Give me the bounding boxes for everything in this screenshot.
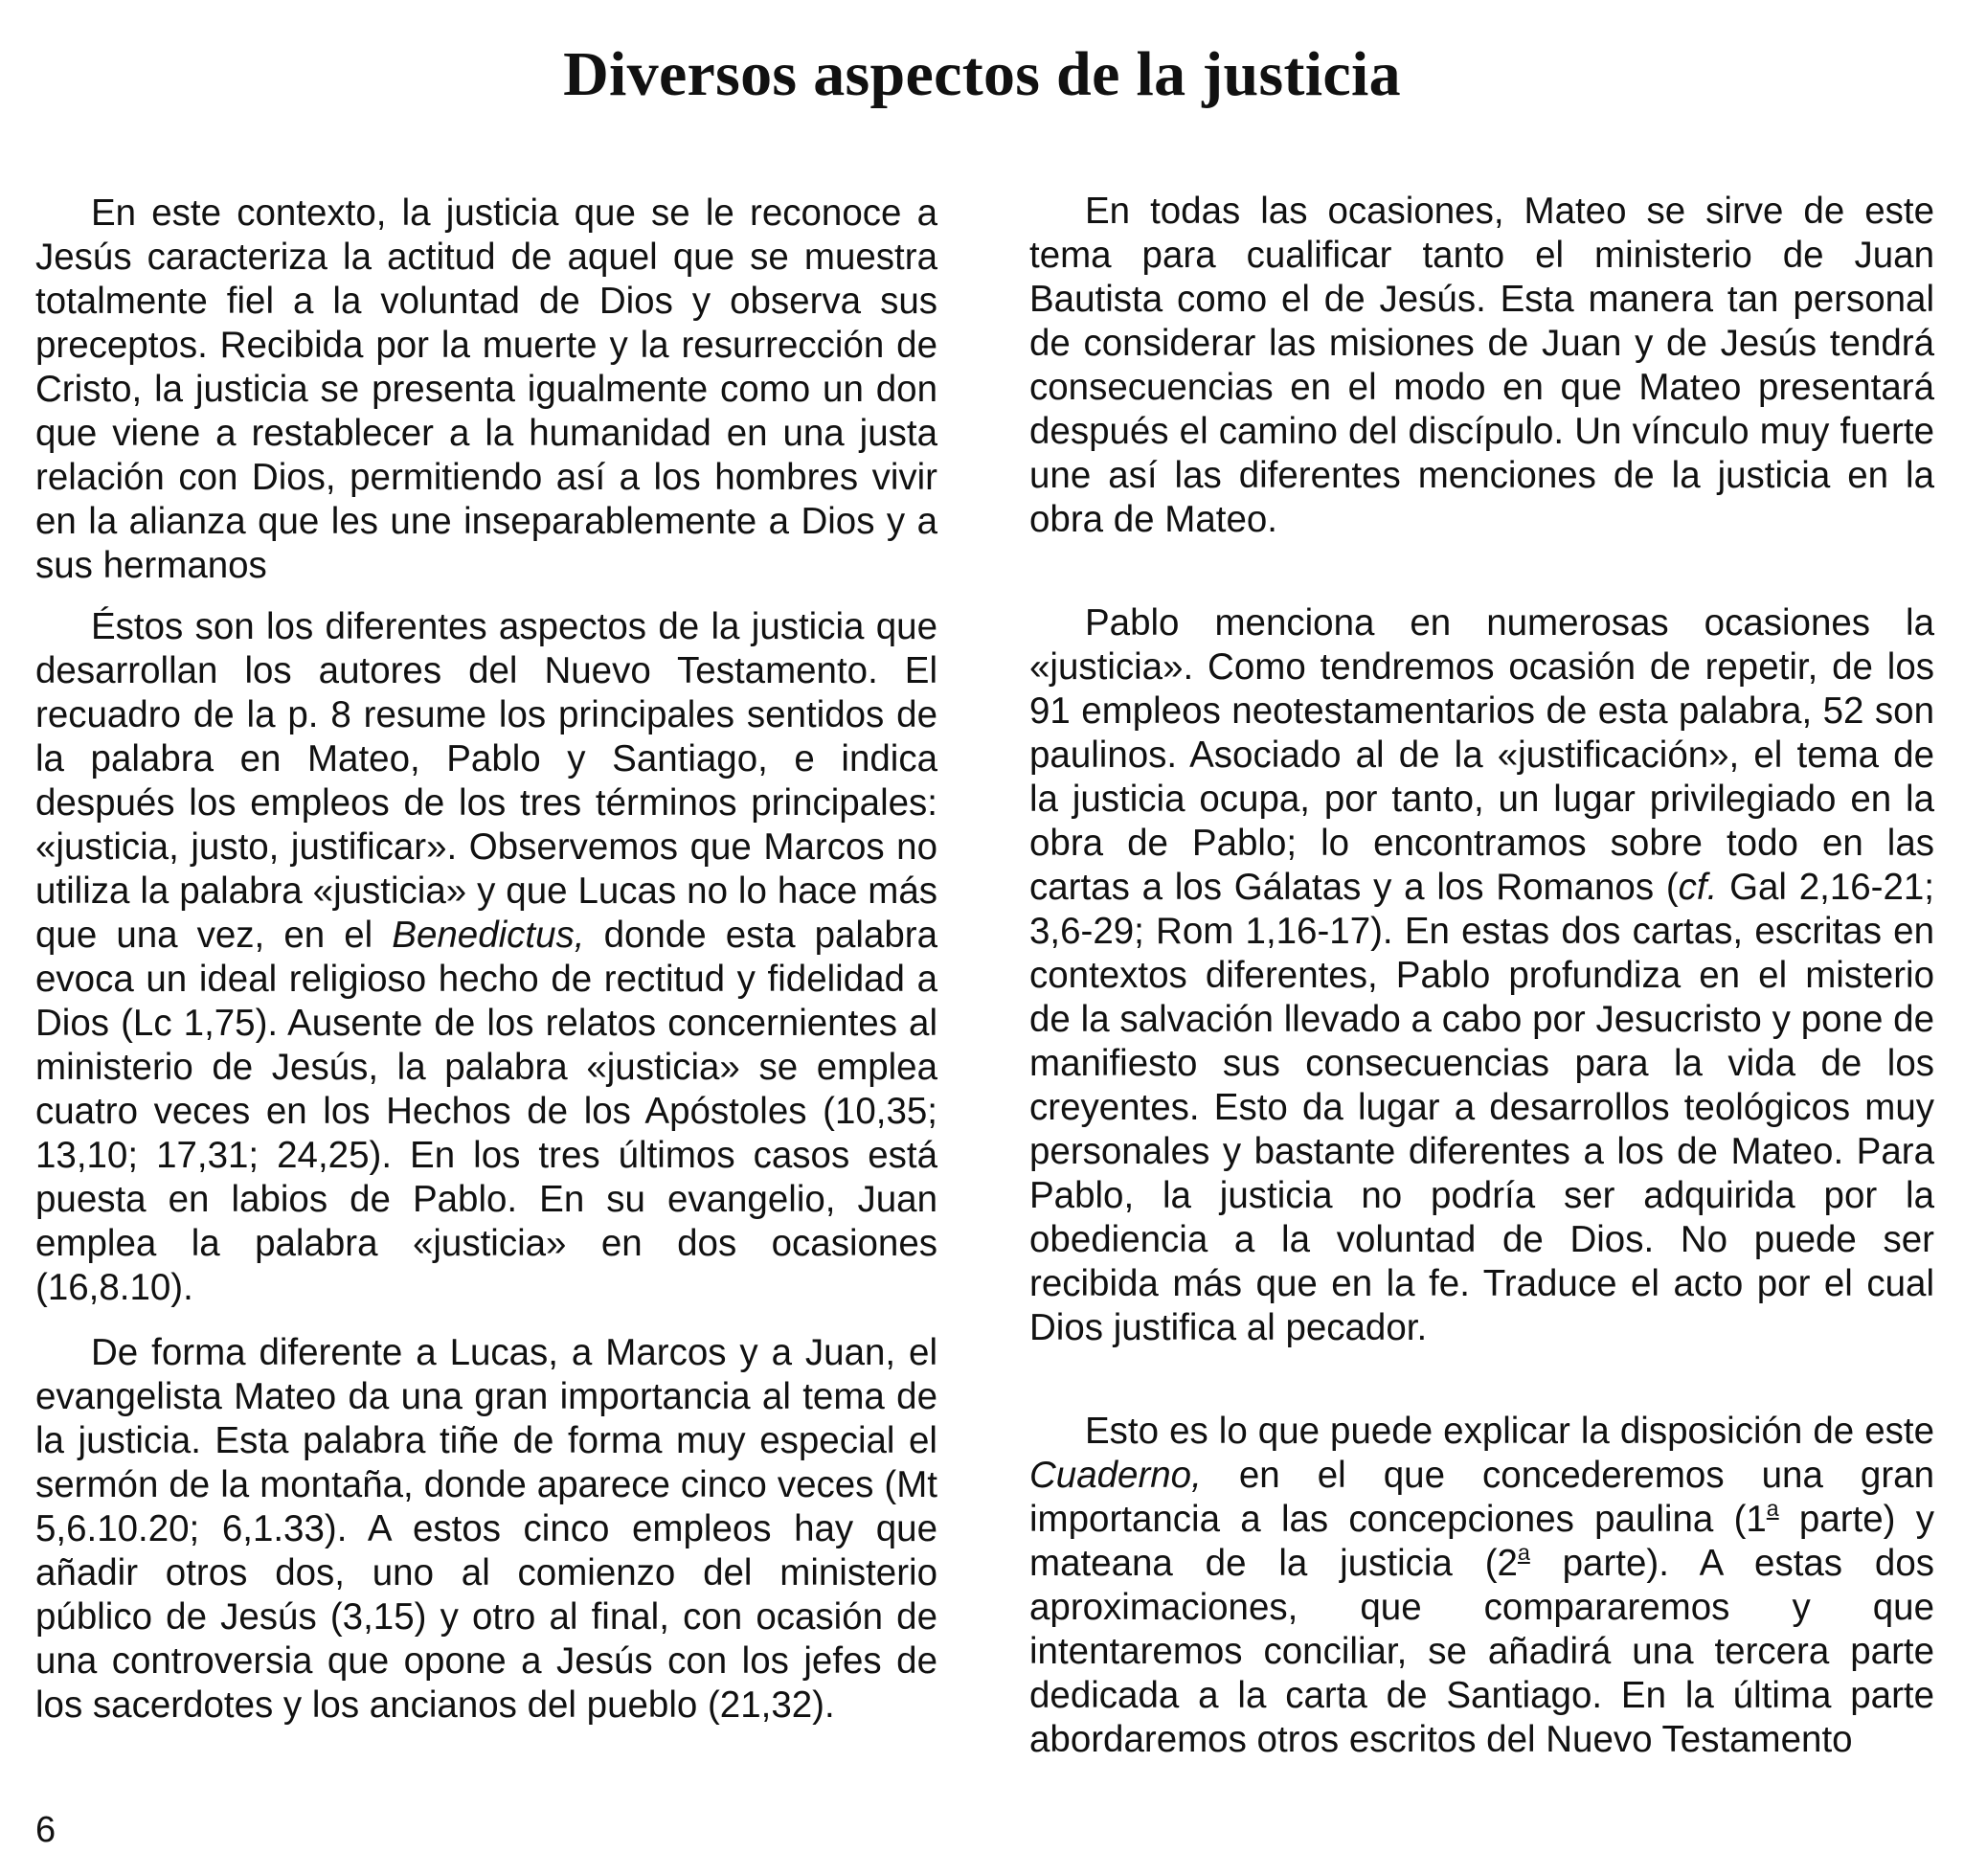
text-run: donde esta palabra evoca un ideal religioso hecho de rectitud y fidelidad a Dios (Lc 1,75). Ausente de los relatos concernientes al ministerio de Jesús, la palabra «justicia» se emplea cuatro veces en los Hechos de los Apóstoles (10,35; 13,10; 17,31; 24,25). En los tres últimos casos está puesta en labios de Pablo. En su evangelio, Juan emplea la palabra «justicia» en dos ocasiones (16,8.10). bbox=[35, 915, 937, 1308]
left-paragraph-2 bbox=[35, 605, 937, 1310]
right-paragraph-2 bbox=[1029, 601, 1934, 1350]
ordinal-indicator: a bbox=[1517, 1539, 1530, 1565]
right-paragraph-1: En todas las ocasiones, Mateo se sirve de este tema para cualificar tanto el ministerio de Juan Bautista como el de Jesús. Esta manera tan personal de considerar las misiones de Juan y de Jesús tendrá consecuencias en el modo en que Mateo presentará después el camino del discípulo. Un vínculo muy fuerte une así las diferentes menciones de la justicia en la obra de Mateo. bbox=[1029, 191, 1934, 540]
text-run: Esto es lo que puede explicar la disposición de este bbox=[1085, 1411, 1934, 1452]
italic-cuaderno: Cuaderno, bbox=[1029, 1455, 1202, 1496]
left-column bbox=[35, 192, 937, 1728]
ordinal-indicator: a bbox=[1766, 1495, 1779, 1521]
left-paragraph-1: En este contexto, la justicia que se le reconoce a Jesús caracteriza la actitud de aquel que se muestra totalmente fiel a la voluntad de Dios y observa sus preceptos. Recibida por la muerte y la resurrección de Cristo, la justicia se presenta igualmente como un don que viene a restablecer a la humanidad en una justa relación con Dios, permitiendo así a los hombres vivir en la alianza que les une inseparablemente a Dios y a sus hermanos bbox=[35, 192, 937, 586]
right-column bbox=[1029, 190, 1934, 1762]
text-run: Pablo menciona en numerosas ocasiones la «justicia». Como tendremos ocasión de repetir, de los 91 empleos neotestamentarios de esta palabra, 52 son paulinos. Asociado al de la «justificación», el tema de la justicia ocupa, por tanto, un lugar privilegiado en la obra de Pablo; lo encontramos sobre todo en las cartas a los Gálatas y a los Romanos ( bbox=[1029, 602, 1934, 908]
page-number: 6 bbox=[35, 1810, 56, 1850]
right-paragraph-3 bbox=[1029, 1410, 1934, 1762]
text-run: Éstos son los diferentes aspectos de la justicia que desarrollan los autores del Nuevo Testamento. El recuadro de la p. 8 resume los principales sentidos de la palabra en Mateo, Pablo y Santiago, e indica después los empleos de los tres términos principales: «justicia, justo, justificar». Observemos que Marcos no utiliza la palabra «justicia» y que Lucas no lo hace más que una vez, en el bbox=[35, 606, 937, 956]
italic-benedictus: Benedictus, bbox=[392, 915, 585, 956]
italic-cf: cf. bbox=[1678, 867, 1718, 908]
text-run: parte) y mateana de la justicia (2 bbox=[1029, 1499, 1934, 1584]
text-run: parte). A estas dos aproximaciones, que compararemos y que intentaremos conciliar, se añadirá una tercera parte dedicada a la carta de Santiago. En la última parte abordaremos otros escritos del Nuevo Testamento bbox=[1029, 1543, 1934, 1760]
text-run: en el que concederemos una gran importancia a las concepciones paulina (1 bbox=[1029, 1455, 1934, 1540]
left-paragraph-3: De forma diferente a Lucas, a Marcos y a Juan, el evangelista Mateo da una gran importancia al tema de la justicia. Esta palabra tiñe de forma muy especial el sermón de la montaña, donde aparece cinco veces (Mt 5,6.10.20; 6,1.33). A estos cinco empleos hay que añadir otros dos, uno al comienzo del ministerio público de Jesús (3,15) y otro al final, con ocasión de una controversia que opone a Jesús con los jefes de los sacerdotes y los ancianos del pueblo (21,32). bbox=[35, 1332, 937, 1726]
page-title: Diversos aspectos de la justicia bbox=[563, 39, 1401, 109]
text-run: Gal 2,16-21; 3,6-29; Rom 1,16-17). En estas dos cartas, escritas en contextos diferentes, Pablo profundiza en el misterio de la salvación llevado a cabo por Jesucristo y pone de manifiesto sus consecuencias para la vida de los creyentes. Esto da lugar a desarrollos teológicos muy personales y bastante diferentes a los de Mateo. Para Pablo, la justicia no podría ser adquirida por la obediencia a la voluntad de Dios. No puede ser recibida más que en la fe. Traduce el acto por el cual Dios justifica al pecador. bbox=[1029, 867, 1935, 1348]
